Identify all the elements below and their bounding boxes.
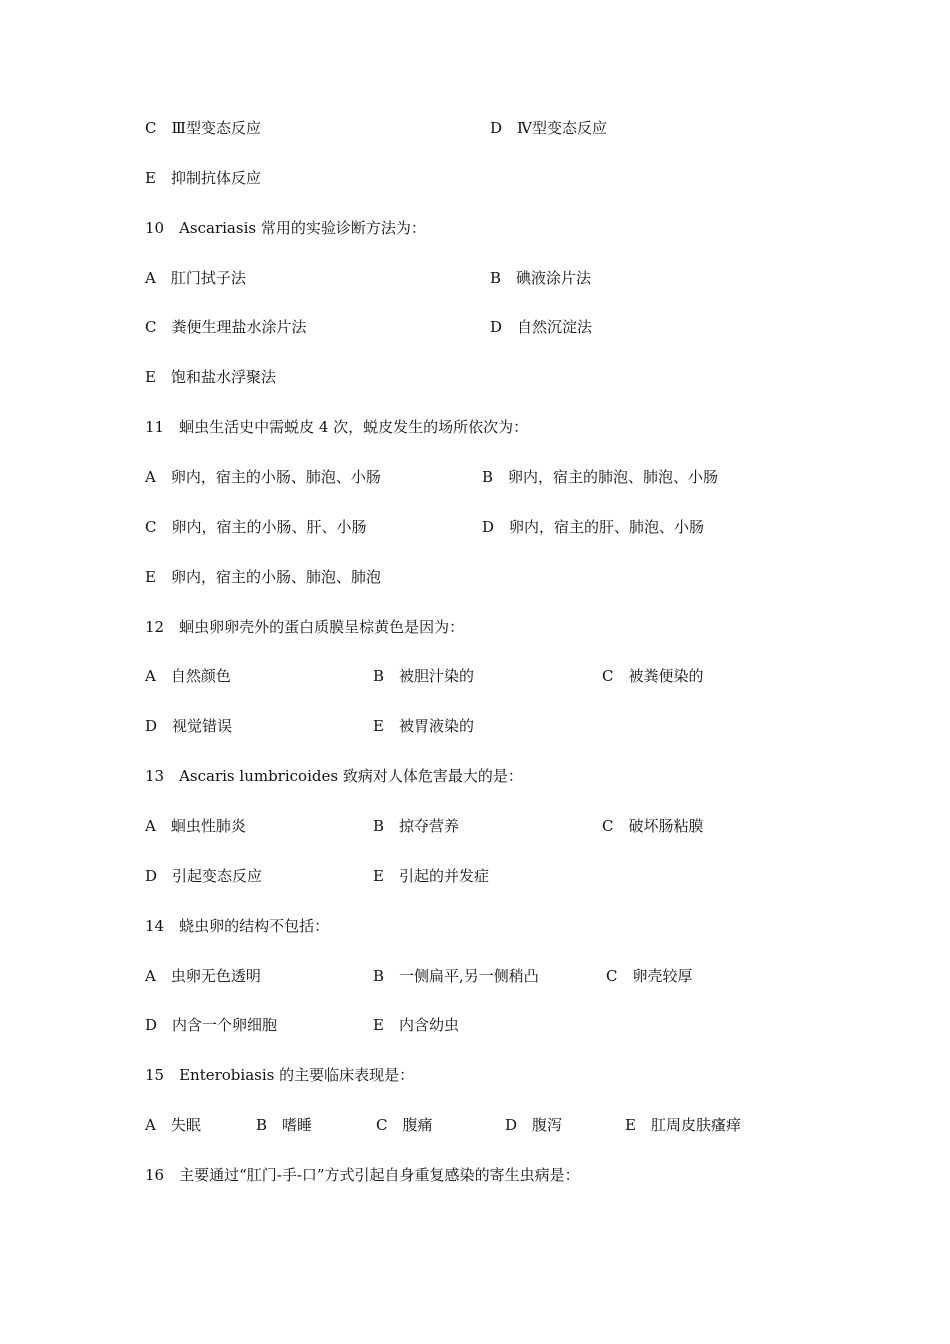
question-text: 11 蛔虫生活史中需蜕皮 4 次，蜕皮发生的场所依次为： [145, 418, 529, 436]
option-text: D 卵内，宿主的肝、肺泡、小肠 [482, 518, 705, 536]
option-text: B 碘液涂片法 [490, 269, 592, 287]
option-text: A 自然颜色 [145, 667, 231, 685]
option-text: A 肛门拭子法 [145, 269, 246, 287]
text-line [0, 815, 950, 839]
option-text: B 嗜睡 [256, 1116, 313, 1134]
option-text: A 卵内，宿主的小肠、肺泡、小肠 [145, 468, 381, 486]
text-line [0, 665, 950, 689]
option-text: E 肛周皮肤瘙痒 [625, 1116, 741, 1134]
option-text: E 被胃液染的 [373, 717, 474, 735]
option-text: E 内含幼虫 [373, 1016, 459, 1034]
option-text: D 腹泻 [505, 1116, 563, 1134]
option-text: C 卵壳较厚 [606, 967, 693, 985]
text-line [0, 1064, 950, 1088]
text-line [0, 167, 950, 191]
text-line [0, 566, 950, 590]
option-text: A 虫卵无色透明 [145, 967, 261, 985]
text-line [0, 715, 950, 739]
option-text: D Ⅳ型变态反应 [490, 119, 608, 137]
option-text: A 失眠 [145, 1116, 201, 1134]
option-text: B 卵内，宿主的肺泡、肺泡、小肠 [482, 468, 719, 486]
option-text: D 视觉错误 [145, 717, 233, 735]
text-line [0, 915, 950, 939]
text-line [0, 316, 950, 340]
option-text: C 破坏肠粘膜 [602, 817, 704, 835]
question-text: 10 Ascariasis 常用的实验诊断方法为： [145, 219, 426, 237]
text-line [0, 616, 950, 640]
option-text: D 引起变态反应 [145, 867, 263, 885]
text-line [0, 765, 950, 789]
text-line [0, 1014, 950, 1038]
option-text: C 腹痛 [376, 1116, 433, 1134]
text-line [0, 865, 950, 889]
question-text: E 抑制抗体反应 [145, 169, 261, 187]
text-line [0, 117, 950, 141]
text-line [0, 516, 950, 540]
option-text: C 卵内，宿主的小肠、肝、小肠 [145, 518, 367, 536]
option-text: C Ⅲ型变态反应 [145, 119, 261, 137]
question-text: 15 Enterobiasis 的主要临床表现是： [145, 1066, 415, 1084]
option-text: D 内含一个卵细胞 [145, 1016, 278, 1034]
text-line [0, 965, 950, 989]
question-text: E 饱和盐水浮聚法 [145, 368, 276, 386]
text-line [0, 1114, 950, 1138]
question-text: E 卵内，宿主的小肠、肺泡、肺泡 [145, 568, 381, 586]
text-line [0, 466, 950, 490]
option-text: C 被粪便染的 [602, 667, 704, 685]
question-text: 13 Ascaris lumbricoides 致病对人体危害最大的是： [145, 767, 523, 785]
text-line [0, 217, 950, 241]
option-text: C 粪便生理盐水涂片法 [145, 318, 307, 336]
option-text: B 被胆汁染的 [373, 667, 475, 685]
question-text: 12 蛔虫卵卵壳外的蛋白质膜呈棕黄色是因为： [145, 618, 465, 636]
option-text: A 蛔虫性肺炎 [145, 817, 246, 835]
text-line [0, 416, 950, 440]
text-line [0, 1164, 950, 1188]
question-text: 16 主要通过“肛门-手-口”方式引起自身重复感染的寄生虫病是： [145, 1166, 580, 1184]
text-line [0, 366, 950, 390]
option-text: B 一侧扁平,另一侧稍凸 [373, 967, 539, 985]
question-text: 14 蛲虫卵的结构不包括： [145, 917, 330, 935]
option-text: E 引起的并发症 [373, 867, 489, 885]
option-text: B 掠夺营养 [373, 817, 460, 835]
option-text: D 自然沉淀法 [490, 318, 593, 336]
text-line [0, 267, 950, 291]
